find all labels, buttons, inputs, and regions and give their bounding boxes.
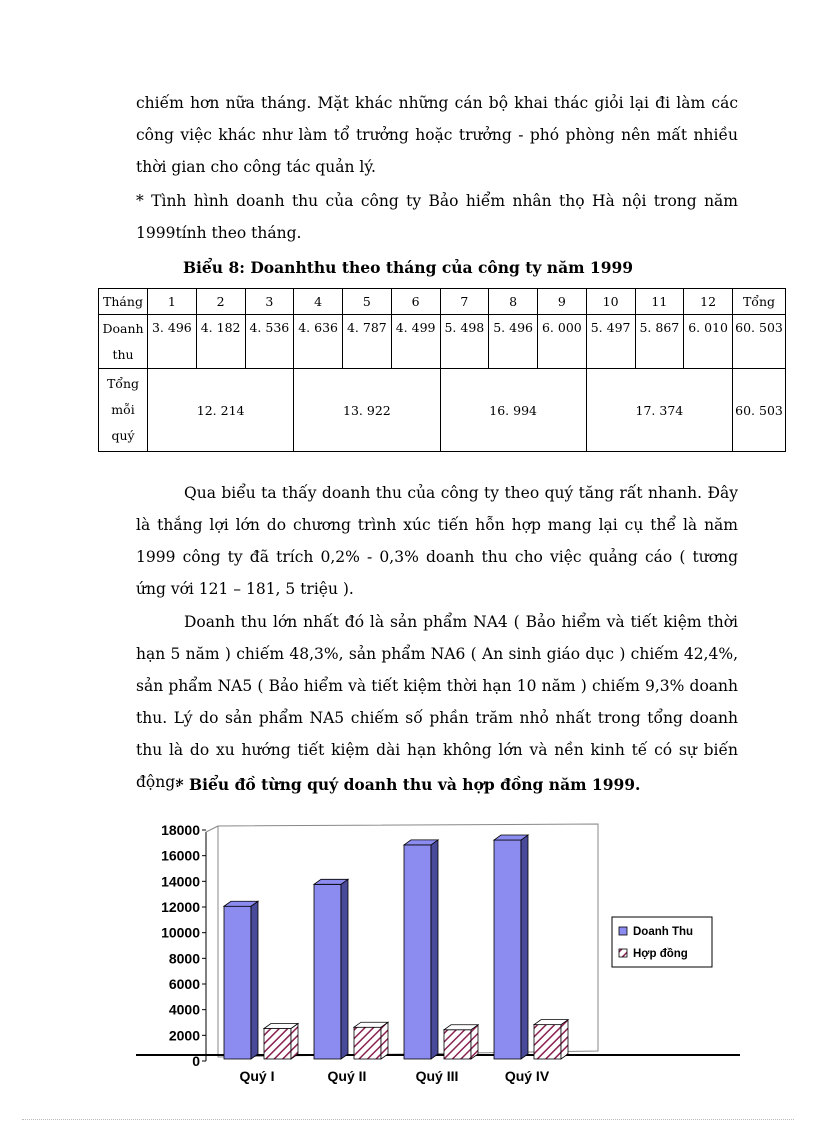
- table-row-months: [99, 289, 786, 315]
- paragraph-4: Doanh thu lớn nhất đó là sản phẩm NA4 ( Bảo hiểm và tiết kiệm thời hạn 5 năm ) chiếm 48,3%, sản phẩm NA6 ( An sinh giáo dục ) chiếm 42,4%, sản phẩm NA5 ( Bảo hiểm và tiết kiệm thời hạn 10 năm ) chiếm 9,3% doanh thu. Lý do sản phẩm NA5 chiếm số phần trăm nhỏ nhất trong tổng doanh thu là do xu hướng tiết kiệm dài hạn không lớn và nền kinh tế có sự biến động.: [136, 613, 738, 791]
- paragraph-2: * Tình hình doanh thu của công ty Bảo hiểm nhân thọ Hà nội trong năm 1999tính theo tháng.: [136, 192, 738, 242]
- table-month-cell: 8: [489, 289, 538, 315]
- x-category-label: Quý I: [239, 1068, 275, 1084]
- bar-revenue-side: [251, 901, 258, 1059]
- table-month-cell: 6: [391, 289, 440, 315]
- page-bottom-rule: [22, 1119, 794, 1120]
- x-category-label: Quý II: [327, 1068, 367, 1084]
- bar-contract: [264, 1029, 291, 1060]
- table-revenue-cell: 4. 536: [245, 315, 294, 369]
- table-month-cell: 7: [440, 289, 489, 315]
- table-header-label: Tháng: [99, 289, 148, 315]
- table-month-cell: 5: [343, 289, 392, 315]
- bar-contract: [444, 1030, 471, 1059]
- table-month-cell: 11: [635, 289, 684, 315]
- y-tick-label: 18000: [161, 822, 200, 838]
- table-month-cell: 3: [245, 289, 294, 315]
- table-revenue-total: 60. 503: [733, 315, 786, 369]
- table-revenue-cell: 6. 010: [684, 315, 733, 369]
- table-quarter-label: Tổng mỗi quý: [99, 369, 148, 452]
- table-month-cell: 12: [684, 289, 733, 315]
- table-quarter-total: 60. 503: [733, 369, 786, 452]
- y-tick-label: 2000: [168, 1027, 200, 1044]
- bar-contract-side: [561, 1020, 568, 1059]
- table-revenue-cell: 3. 496: [148, 315, 197, 369]
- y-tick-label: 16000: [161, 847, 200, 864]
- y-tick-label: 12000: [161, 899, 200, 915]
- bar-contract: [534, 1025, 561, 1059]
- table-revenue-cell: 4. 499: [391, 315, 440, 369]
- table-revenue-cell: 5. 498: [440, 315, 489, 369]
- table-month-cell: 1: [148, 289, 197, 315]
- legend-swatch-revenue: [619, 927, 627, 935]
- table-quarter-cell: 17. 374: [586, 369, 732, 452]
- bar-revenue: [404, 845, 431, 1059]
- paragraph-3: Qua biểu ta thấy doanh thu của công ty theo quý tăng rất nhanh. Đây là thắng lợi lớn do chương trình xúc tiến hỗn hợp mang lại cụ thể là năm 1999 công ty đã trích 0,2% - 0,3% doanh thu cho việc quảng cáo ( tương ứng với 121 – 181, 5 triệu ).: [136, 484, 738, 598]
- bar-revenue: [494, 840, 521, 1059]
- legend-label-contract: Hợp đồng: [633, 948, 688, 960]
- table-revenue-cell: 4. 636: [294, 315, 343, 369]
- table-row-revenue: [99, 315, 786, 369]
- bar-revenue-side: [521, 835, 528, 1059]
- bar-revenue: [314, 884, 341, 1059]
- revenue-table: [98, 288, 786, 452]
- y-tick-label: 0: [192, 1053, 200, 1069]
- x-category-label: Quý IV: [504, 1068, 550, 1084]
- table-month-cell: 10: [586, 289, 635, 315]
- y-tick-label: 14000: [161, 873, 200, 890]
- table-month-cell: 4: [294, 289, 343, 315]
- y-tick-label: 4000: [168, 1001, 200, 1018]
- bar-revenue-side: [431, 840, 438, 1059]
- table-total-header: Tổng: [733, 289, 786, 315]
- legend-swatch-contract: [619, 949, 627, 957]
- table-month-cell: 2: [196, 289, 245, 315]
- x-category-label: Quý III: [415, 1068, 459, 1084]
- y-tick-label: 6000: [168, 976, 200, 992]
- table-row-quarters: [99, 369, 786, 452]
- table-quarter-cell: 16. 994: [440, 369, 586, 452]
- table-revenue-cell: 6. 000: [538, 315, 587, 369]
- y-tick-label: 8000: [168, 950, 200, 967]
- table-month-cell: 9: [538, 289, 587, 315]
- y-tick-label: 10000: [161, 924, 200, 941]
- table-revenue-label: Doanh thu: [99, 315, 148, 369]
- bar-contract-side: [471, 1025, 478, 1059]
- bar-revenue-side: [341, 879, 348, 1059]
- table-revenue-cell: 4. 787: [343, 315, 392, 369]
- bar-revenue: [224, 906, 251, 1059]
- bar-contract-side: [291, 1024, 298, 1060]
- table-revenue-cell: 5. 497: [586, 315, 635, 369]
- bar-contract-side: [381, 1022, 388, 1059]
- bar-contract: [354, 1027, 381, 1059]
- chart-caption: * Biểu đồ từng quý doanh thu và hợp đồng năm 1999.: [175, 775, 641, 794]
- legend-label-revenue: Doanh Thu: [633, 926, 694, 938]
- table-revenue-cell: 4. 182: [196, 315, 245, 369]
- paragraph-1: chiếm hơn nữa tháng. Mặt khác những cán bộ khai thác giỏi lại đi làm các công việc khác như làm tổ trưởng hoặc trưởng - phó phòng nên mất nhiều thời gian cho công tác quản lý.: [136, 94, 738, 176]
- table-revenue-cell: 5. 496: [489, 315, 538, 369]
- table-revenue-cell: 5. 867: [635, 315, 684, 369]
- table-quarter-cell: 12. 214: [148, 369, 294, 452]
- table-caption: Biểu 8: Doanhthu theo tháng của công ty năm 1999: [182, 258, 634, 277]
- table-quarter-cell: 13. 922: [294, 369, 440, 452]
- revenue-contract-chart: [0, 800, 816, 1100]
- chart-top-edge: [206, 826, 218, 832]
